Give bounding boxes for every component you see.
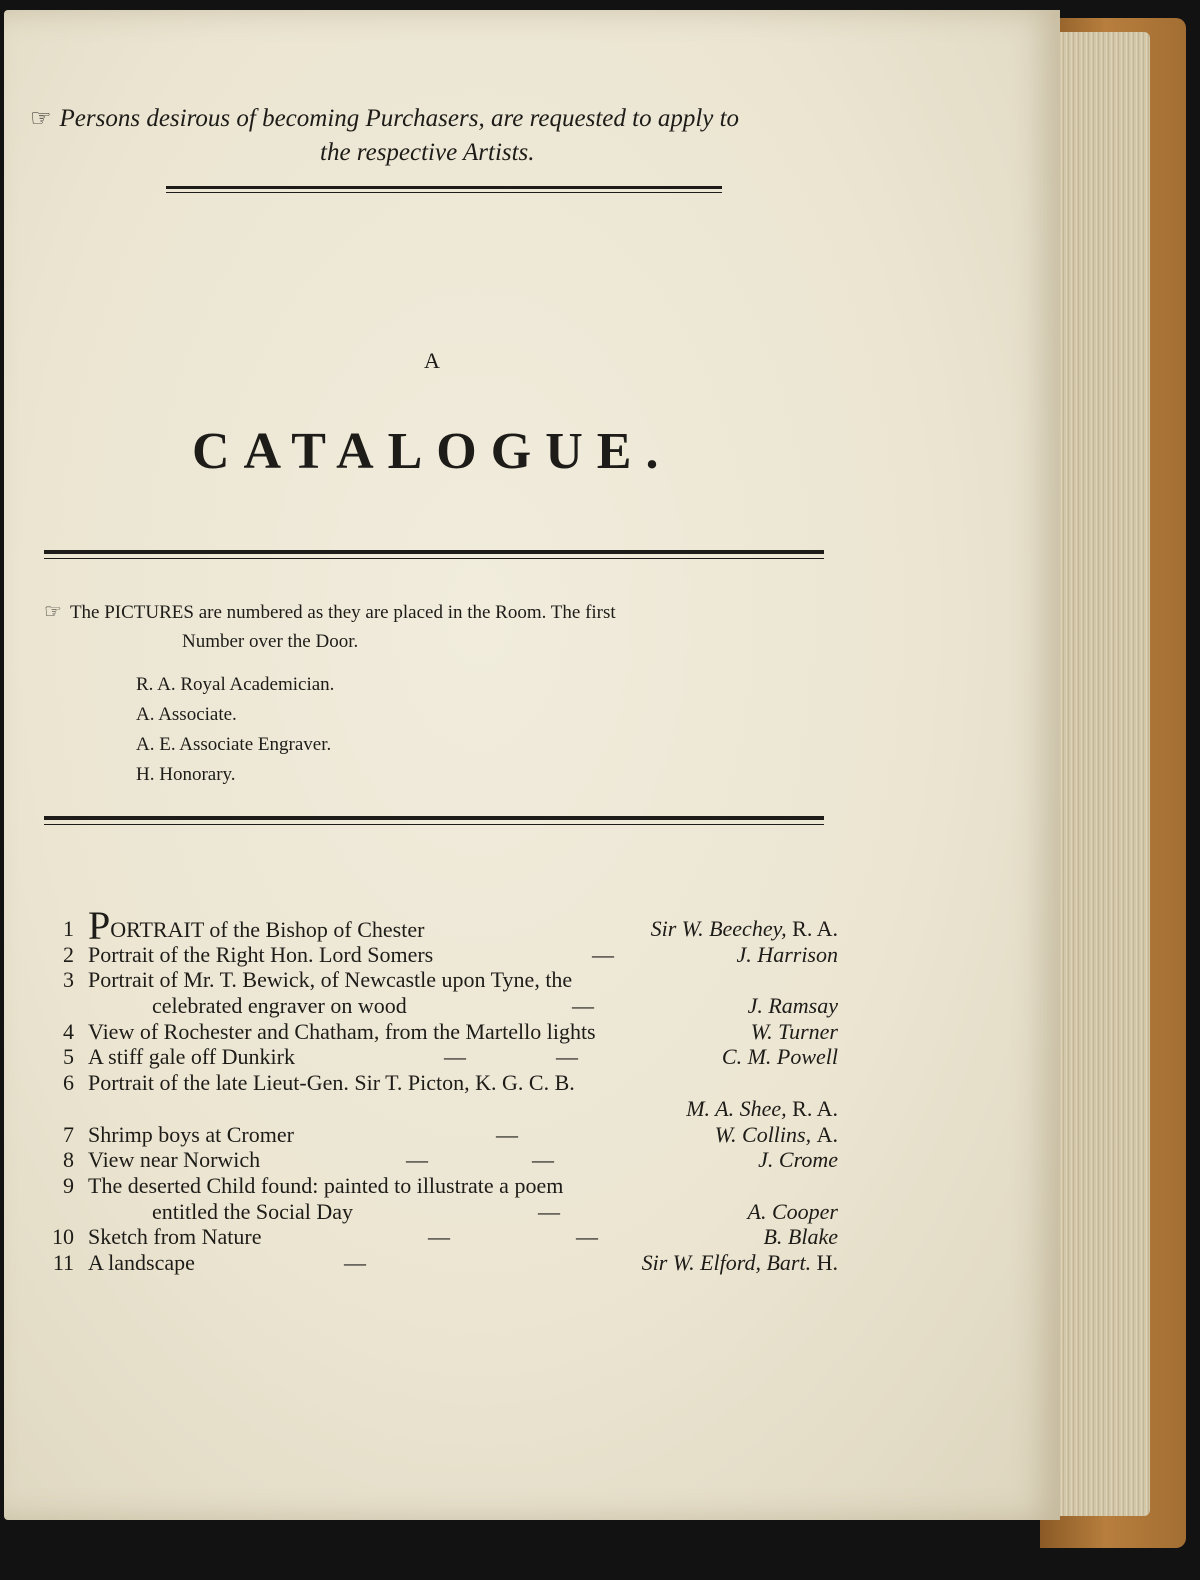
section-rule-1: [44, 550, 824, 554]
catalogue-entries: [48, 903, 838, 1276]
list-item: 10 Sketch from Nature — — B. Blake: [52, 1224, 838, 1250]
list-item: 8 View near Norwich — — J. Crome: [63, 1147, 838, 1173]
list-item: 4 View of Rochester and Chatham, from the Martello lights W. Turner: [63, 1018, 838, 1044]
top-rule: [166, 186, 722, 189]
abbreviation-row: A. Associate.: [136, 704, 237, 725]
list-item: 3 Portrait of Mr. T. Bewick, of Newcastle upon Tyne, the: [63, 967, 573, 993]
list-item-continuation: entitled the Social Day — A. Cooper: [152, 1198, 838, 1224]
section-rule-2: [44, 816, 824, 820]
book-page: ☞ Persons desirous of becoming Purchasers, are requested to apply to the respective Artists. A CATALOGUE. ☞ The PICTURES are numbered as they are placed in the Room. The first Number over the Door. R. A. Royal Academician. A. Associate. A. E. Associate Engraver. H. Honorary. 1 PORTRAIT of the Bishop of Chester Sir W. Beechey, R. A. 2 Portrait of the Right Hon. Lord Somers — J. Harrison 3 Portrait of Mr. T. Bewick, of Newcastle upon Tyne, the celebrated engraver on wood — J. Ramsay 4 View of Rochester and Chatham, from the Martello lights W. Turner 5 A stiff gale off Dunkirk — — C. M. Powell 6 Portrait of the late Lieut-Gen. Sir T. Picton, K. G. C. B. M. A. Shee, R. A. 7 Shrimp boys at Cromer — W. Collins, A. 8 View near Norwich — — J. Crome 9 The deserted Child found: painted to illustrate a poem entitled the Social Day — A. Cooper 10 Sketch from Nature — — B. Blake 11 A landscape — Sir W. Elford, Bart. H.: [4, 10, 1060, 1520]
abbreviation-row: R. A. Royal Academician.: [136, 674, 335, 695]
list-item: 1 PORTRAIT of the Bishop of Chester Sir W. Beechey, R. A.: [63, 903, 838, 948]
notice-line-2: the respective Artists.: [320, 139, 535, 166]
section-rule-1-thin: [44, 558, 824, 559]
pointing-hand-icon: ☞: [44, 601, 62, 623]
page-title: CATALOGUE.: [192, 423, 673, 480]
title-letter: A: [424, 348, 442, 373]
list-item: 6 Portrait of the late Lieut-Gen. Sir T. Picton, K. G. C. B.: [63, 1070, 575, 1096]
pointing-hand-icon: ☞: [30, 106, 52, 132]
abbreviation-list: [136, 670, 334, 790]
top-rule-thin: [166, 192, 722, 193]
list-item: 7 Shrimp boys at Cromer — W. Collins, A.: [63, 1121, 838, 1147]
list-item-continuation: M. A. Shee, R. A.: [686, 1095, 838, 1121]
list-item: 11 A landscape — Sir W. Elford, Bart. H.: [52, 1249, 838, 1275]
abbreviation-row: H. Honorary.: [136, 764, 236, 785]
list-item-continuation: celebrated engraver on wood — J. Ramsay: [152, 993, 838, 1019]
abbreviation-row: A. E. Associate Engraver.: [136, 734, 332, 755]
notice-line-1: ☞ Persons desirous of becoming Purchasers, are requested to apply to: [30, 102, 739, 136]
list-item: 5 A stiff gale off Dunkirk — — C. M. Powell: [63, 1044, 838, 1070]
list-item: 9 The deserted Child found: painted to illustrate a poem: [63, 1172, 564, 1198]
list-item: 2 Portrait of the Right Hon. Lord Somers — J. Harrison: [63, 941, 838, 967]
section-rule-2-thin: [44, 824, 824, 825]
